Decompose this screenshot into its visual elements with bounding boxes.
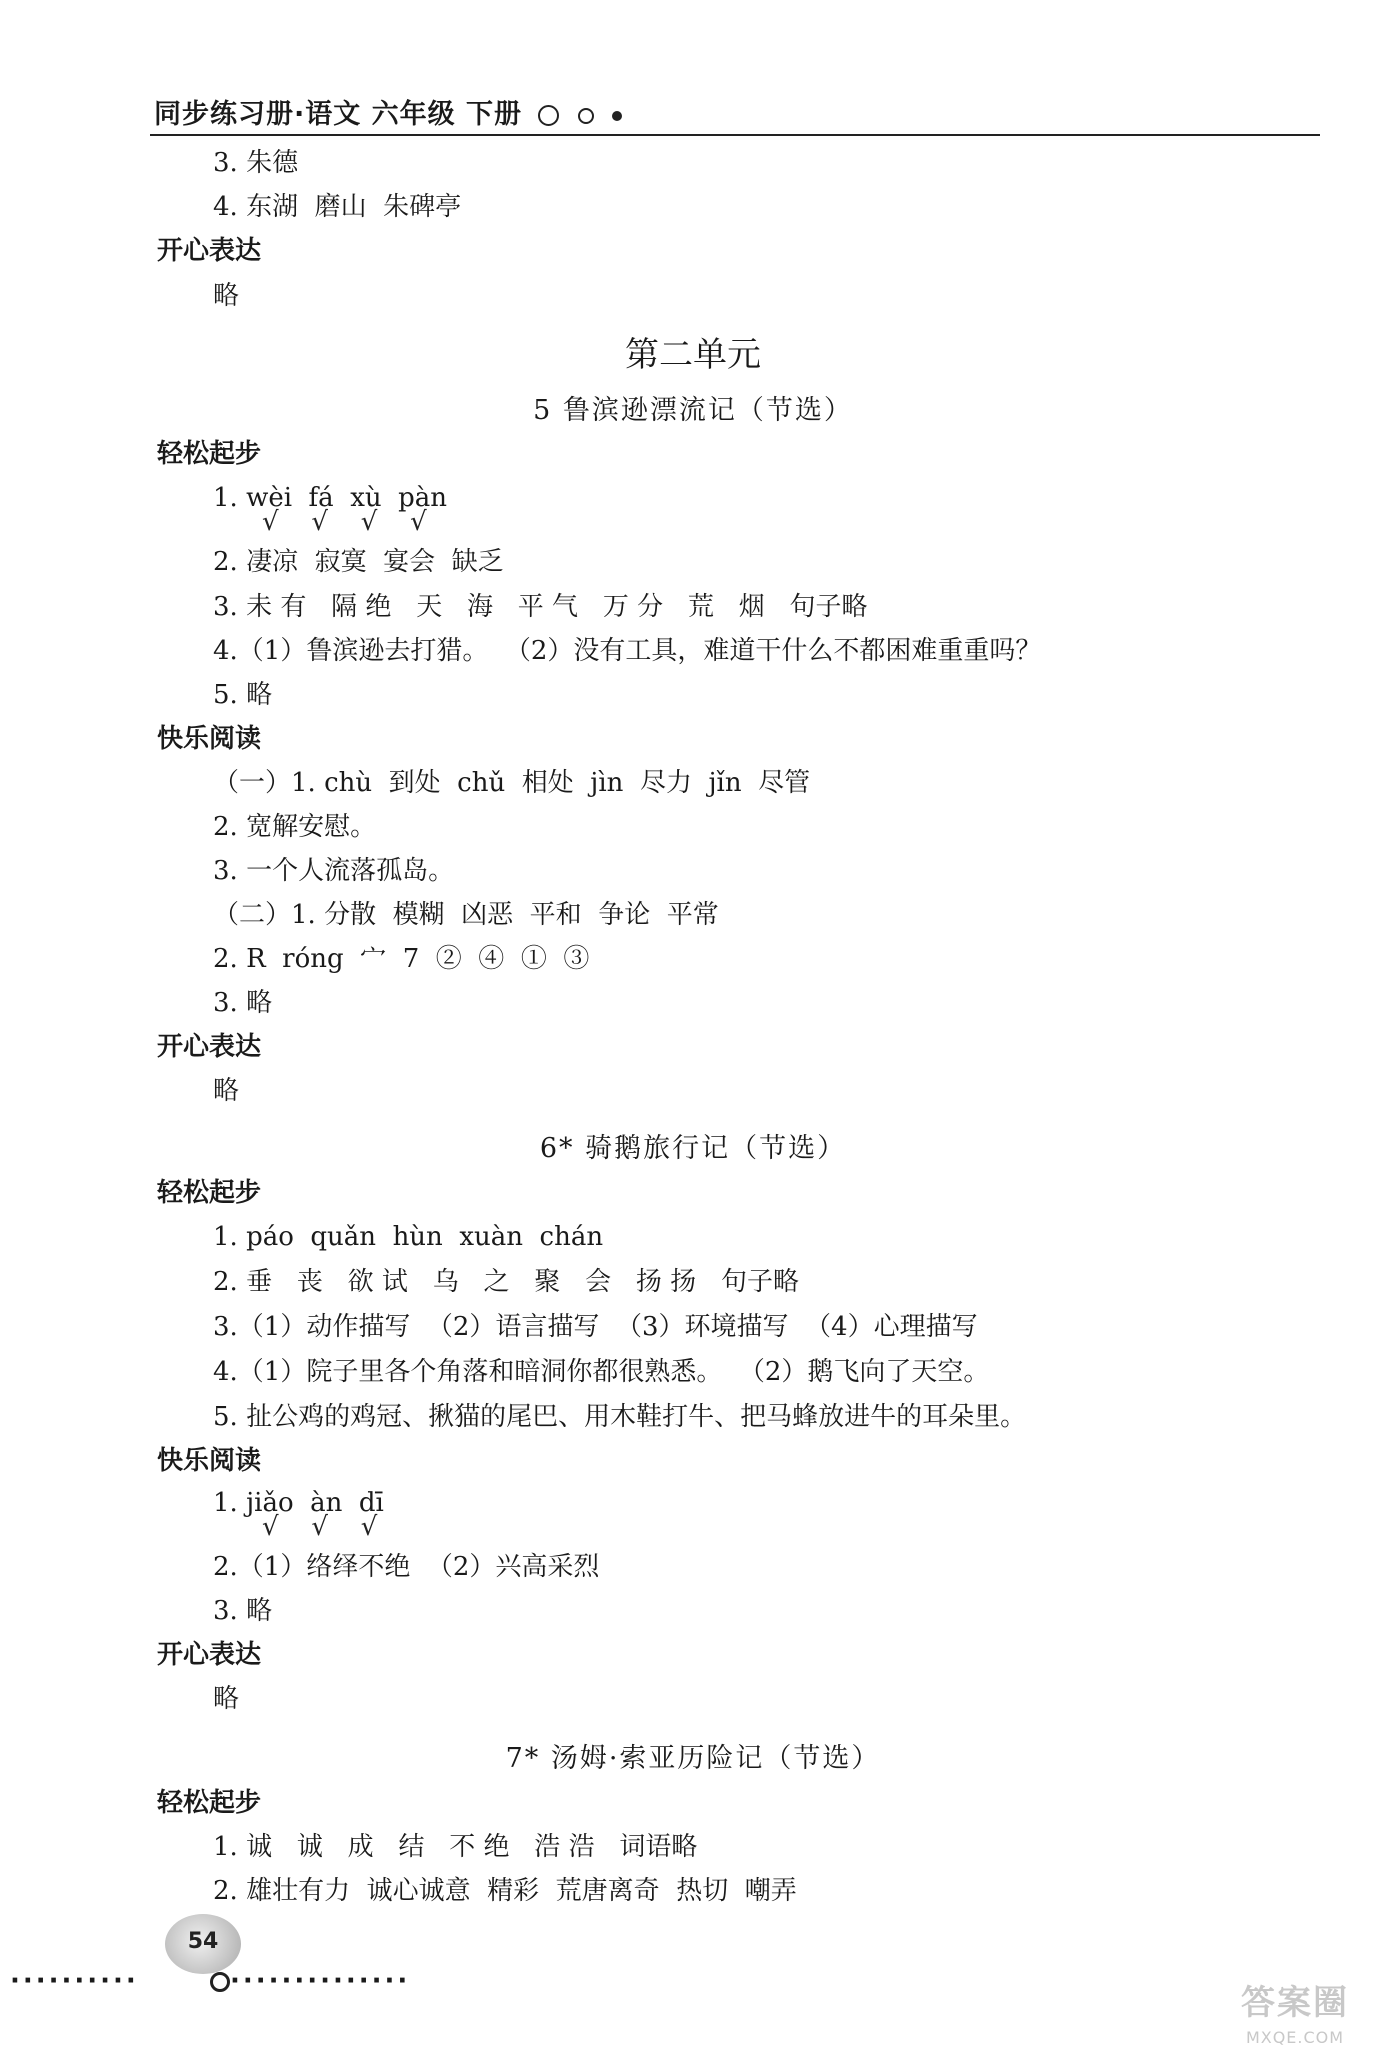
answer-line: 3. 略 [213, 1596, 273, 1626]
answer-line: 2. R róng 宀 7 ② ④ ① ③ [213, 944, 590, 974]
section-heading: 轻松起步 [157, 1788, 262, 1818]
footer-dots-left: ·········· [10, 1966, 139, 1996]
answer-line: 2.（1）络绎不绝 （2）兴高采烈 [213, 1552, 600, 1582]
lesson-title: 7* 汤姆·索亚历险记（节选） [505, 1743, 881, 1774]
section-heading: 开心表达 [157, 236, 262, 266]
answer-line: 3. 一个人流落孤岛。 [213, 856, 455, 886]
watermark-url: MXQE.COM [1245, 2028, 1345, 2047]
circle-icon [578, 108, 594, 124]
circle-icon [538, 105, 559, 126]
lesson-title: 6* 骑鹅旅行记（节选） [539, 1133, 847, 1164]
page-header [150, 90, 1320, 136]
answer-line: 1. jiǎo àn dī [213, 1488, 384, 1518]
answer-line: 略 [213, 1076, 240, 1106]
answer-line: 2. 凄凉 寂寞 宴会 缺乏 [213, 547, 504, 577]
answer-line: （一）1. chù 到处 chǔ 相处 jìn 尽力 jǐn 尽管 [213, 768, 811, 798]
answer-line: 1. wèi fá xù pàn [213, 483, 448, 513]
watermark-text: 答案圈 [1241, 1983, 1349, 2023]
answer-line: 略 [213, 1684, 240, 1714]
answer-line: 3. 略 [213, 988, 273, 1018]
watermark-logo [1220, 1975, 1370, 2055]
ring-icon [210, 1972, 230, 1992]
lesson-title: 5 鲁滨逊漂流记（节选） [533, 395, 853, 426]
answer-line: 3.（1）动作描写 （2）语言描写 （3）环境描写 （4）心理描写 [213, 1312, 978, 1342]
header-decoration [538, 99, 622, 130]
answer-line: 5. 扯公鸡的鸡冠、揪猫的尾巴、用木鞋打牛、把马蜂放进牛的耳朵里。 [213, 1402, 1027, 1432]
section-heading: 轻松起步 [157, 1178, 262, 1208]
footer-dots-right: ·············· [230, 1966, 411, 1996]
dot-icon [612, 111, 622, 121]
header-title [154, 92, 622, 131]
answer-line: 4. 东湖 磨山 朱碑亭 [213, 192, 462, 222]
section-heading: 开心表达 [157, 1032, 262, 1062]
section-heading: 快乐阅读 [157, 724, 262, 754]
answer-line: 4.（1）院子里各个角落和暗洞你都很熟悉。 （2）鹅飞向了天空。 [213, 1357, 990, 1387]
answer-line: 1. páo quǎn hùn xuàn chán [213, 1222, 604, 1252]
section-heading: 开心表达 [157, 1640, 262, 1670]
checkmark-row: √ √ √ √ [262, 507, 429, 537]
answer-line: 1. 诚 诚 成 结 不 绝 浩 浩 词语略 [213, 1832, 698, 1862]
answer-line: （二）1. 分散 模糊 凶恶 平和 争论 平常 [213, 900, 719, 930]
answer-line: 2. 宽解安慰。 [213, 812, 377, 842]
page-footer [10, 1912, 430, 1996]
answer-line: 3. 未 有 隔 绝 天 海 平 气 万 分 荒 烟 句子略 [213, 592, 868, 622]
answer-line: 3. 朱德 [213, 148, 299, 178]
answer-line: 略 [213, 281, 240, 311]
answer-line: 2. 垂 丧 欲 试 乌 之 聚 会 扬 扬 句子略 [213, 1267, 799, 1297]
checkmark-row: √ √ √ [262, 1512, 380, 1542]
section-heading: 快乐阅读 [157, 1446, 262, 1476]
unit-title: 第二单元 [625, 335, 761, 375]
answer-line: 5. 略 [213, 680, 273, 710]
answer-line: 2. 雄壮有力 诚心诚意 精彩 荒唐离奇 热切 嘲弄 [213, 1876, 797, 1906]
header-title-text: 同步练习册·语文 六年级 下册 [154, 99, 523, 130]
answer-line: 4.（1）鲁滨逊去打猎。 （2）没有工具，难道干什么不都困难重重吗？ [213, 636, 1042, 666]
page-number: 54 [165, 1914, 241, 1974]
section-heading: 轻松起步 [157, 439, 262, 469]
